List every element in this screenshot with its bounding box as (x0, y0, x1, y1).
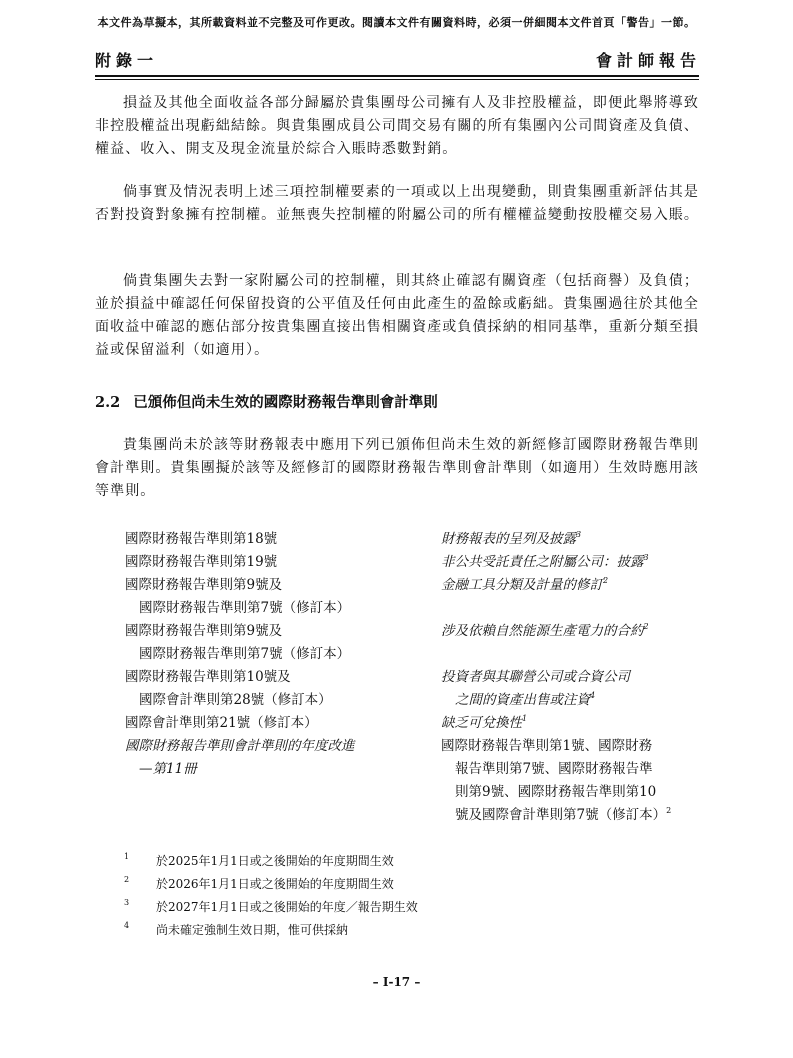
standard-description: 投資者與其聯營公司或合資公司 (441, 669, 630, 685)
header-rule-thick (95, 75, 699, 77)
standard-description-continued: 報告準則第7號、國際財務報告準 (455, 761, 653, 777)
footnote-ref: 2 (643, 622, 649, 631)
standard-row (125, 528, 705, 551)
standard-row (125, 735, 705, 827)
paragraph-loss-of-control: 倘貴集團失去對一家附屬公司的控制權，則其終止確認有關資產（包括商譽）及負債；並於損益中確認任何保留投資的公平值及任何由此產生的盈餘或虧絀。貴集團過往於其他全面收益中確認的應佔部分按貴集團直接出售相關資產或負債採納的相同基準，重新分類至損益或保留溢利（如適用）。 (95, 273, 699, 358)
footnote (124, 873, 418, 896)
draft-warning-banner: 本文件為草擬本，其所載資料並不完整及可作更改。閱讀本文件有關資料時，必須一併細閱本文件首頁「警告」一節。 (97, 16, 696, 29)
appendix-heading: 附錄一 (95, 51, 159, 70)
standard-description: 國際財務報告準則第1號、國際財務 (441, 738, 653, 754)
footnote (124, 850, 418, 873)
standard-name: 國際財務報告準則第9號及 (125, 623, 283, 639)
footnote-mark: 3 (124, 898, 130, 907)
report-heading: 會計師報告 (595, 51, 701, 70)
footnotes (124, 850, 418, 942)
standard-row (125, 620, 705, 666)
footnote-mark: 1 (124, 852, 130, 861)
standard-description-continued: 之間的資產出售或注資 (455, 692, 590, 708)
standard-description: 財務報表的呈列及披露 (441, 531, 576, 547)
section-title: 已頒佈但尚未生效的國際財務報告準則會計準則 (133, 394, 438, 411)
standard-name-continued: 國際財務報告準則第7號（修訂本） (139, 646, 351, 662)
footnote-mark: 4 (124, 921, 130, 930)
footnote-ref: 1 (522, 714, 528, 723)
standard-description: 非公共受託責任之附屬公司：披露 (441, 554, 644, 570)
section-heading (95, 391, 438, 412)
section-number: 2.2 (95, 394, 121, 411)
standard-name: 國際財務報告準則第9號及 (125, 577, 283, 593)
standard-description: 涉及依賴自然能源生產電力的合約 (441, 623, 644, 639)
paragraph-consolidation: 損益及其他全面收益各部分歸屬於貴集團母公司擁有人及非控股權益，即便此舉將導致非控股權益出現虧絀結餘。與貴集團成員公司間交易有關的所有集團內公司間資產及負債、權益、收入、開支及現金流量於綜合入賬時悉數對銷。 (95, 95, 699, 157)
standard-description-continued: 號及國際會計準則第7號（修訂本） (455, 807, 667, 823)
standard-name: 國際會計準則第21號（修訂本） (125, 715, 318, 731)
footnote-text: 於2025年1月1日或之後開始的年度期間生效 (156, 854, 394, 868)
footnote-ref: 2 (603, 576, 609, 585)
footnote-text: 於2027年1月1日或之後開始的年度／報告期生效 (156, 900, 418, 914)
footnote-mark: 2 (124, 875, 130, 884)
standard-name: 國際財務報告準則第18號 (125, 531, 278, 547)
footnote-ref: 2 (666, 806, 672, 815)
footnote (124, 919, 418, 942)
standards-table (125, 528, 705, 827)
page-number: – I-17 – (372, 975, 421, 989)
footnote-ref: 3 (643, 553, 649, 562)
standard-row (125, 712, 705, 735)
standard-name-continued: 國際財務報告準則第7號（修訂本） (139, 600, 351, 616)
standard-name: 國際財務報告準則第10號及 (125, 669, 291, 685)
standard-row (125, 551, 705, 574)
header-rule-thin (95, 79, 699, 80)
paragraph-control-reassessment: 倘事實及情況表明上述三項控制權要素的一項或以上出現變動，則貴集團重新評估其是否對投資對象擁有控制權。並無喪失控制權的附屬公司的所有權權益變動按股權交易入賬。 (95, 184, 699, 223)
standard-name-continued: 國際會計準則第28號（修訂本） (139, 692, 332, 708)
standard-row (125, 574, 705, 620)
standard-name: 國際財務報告準則會計準則的年度改進 (125, 738, 355, 754)
footnote-text: 於2026年1月1日或之後開始的年度期間生效 (156, 877, 394, 891)
standard-name: 國際財務報告準則第19號 (125, 554, 278, 570)
footnote-ref: 4 (590, 691, 596, 700)
standard-description: 金融工具分類及計量的修訂 (441, 577, 603, 593)
standard-description-continued: 則第9號、國際財務報告準則第10 (455, 784, 657, 800)
standard-name-continued: —第11冊 (139, 761, 197, 777)
footnote-ref: 3 (576, 530, 582, 539)
footnote (124, 896, 418, 919)
paragraph-standards-intro: 貴集團尚未於該等財務報表中應用下列已頒佈但尚未生效的新經修訂國際財務報告準則會計準則。貴集團擬於該等及經修訂的國際財務報告準則會計準則（如適用）生效時應用該等準則。 (95, 437, 699, 499)
standard-row (125, 666, 705, 712)
footnote-text: 尚未確定強制生效日期，惟可供採納 (156, 923, 349, 937)
standard-description: 缺乏可兌換性 (441, 715, 522, 731)
